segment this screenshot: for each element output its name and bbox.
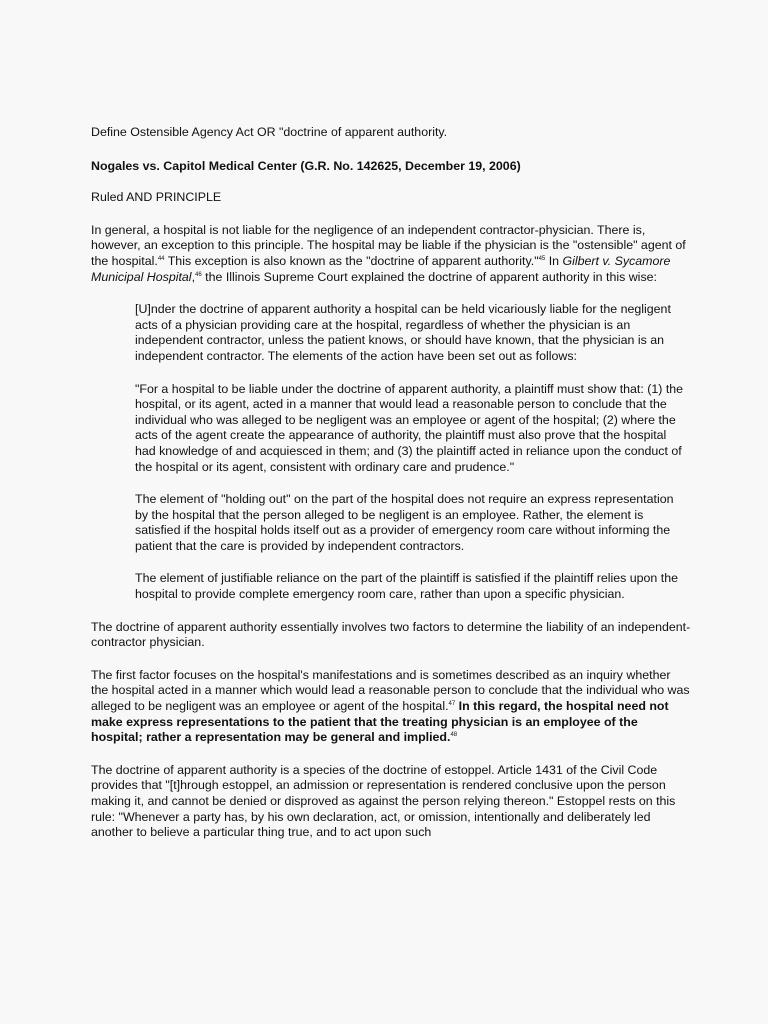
paragraph-text: The first factor focuses on the hospital's manifestations and is sometimes described as an inquiry whether the hospital acted in a manner which would lead a reasonable person to conclude that the individual who was alleged to be negligent was an employee or agent of the hospital. — [91, 667, 690, 714]
block-quote-holding-out: The element of "holding out" on the part of the hospital does not require an express representation by the hospital that the person alleged to be negligent is an employee. Rather, the element is satisfied if the hospital holds itself out as a provider of emergency room care without informing the patient that the care is provided by independent contractors. — [135, 492, 674, 553]
case-citation: Gilbert v. Sycamore Municipal Hospital — [91, 253, 671, 284]
footnote-ref: 48 — [450, 732, 458, 739]
block-quote-reliance: The element of justifiable reliance on the part of the plaintiff is satisfied if the plaintiff relies upon the hospital to provide complete emergency room care, rather than upon a specific physician. — [135, 571, 678, 602]
ruled-label: Ruled AND PRINCIPLE — [91, 190, 222, 205]
paragraph-first-factor — [91, 668, 691, 746]
paragraph-estoppel: The doctrine of apparent authority is a species of the doctrine of estoppel. Article 1431 of the Civil Code provides that "[t]hrough estoppel, an admission or representation is rendered conclusive upon the person making it, and cannot be denied or disproved as against the person relying thereon." Estoppel rests on this rule: "Whenever a party has, by his own declaration, act, or omission, intentionally and deliberately led another to believe a particular thing true, and to act upon such — [91, 762, 676, 840]
block-quote-elements: "For a hospital to be liable under the doctrine of apparent authority, a plaintiff must show that: (1) the hospital, or its agent, acted in a manner that would lead a reasonable person to conclude that the individual who was alleged to be negligent was an employee or agent of the hospital; (2) where the acts of the agent create the appearance of authority, the plaintiff must also prove that the hospital had knowledge of and acquiesced in them; and (3) the plaintiff acted in reliance upon the conduct of the hospital or its agent, consistent with ordinary care and prudence." — [135, 381, 684, 474]
document-heading: Define Ostensible Agency Act OR "doctrine of apparent authority. — [91, 125, 448, 139]
paragraph-text: This exception is also known as the "doctrine of apparent authority." — [164, 253, 539, 268]
paragraph-text: In general, a hospital is not liable for the negligence of an independent contractor-physician. There is, however, an exception to this principle. The hospital may be liable if the physician is the "ostensible" agent of the hospital. — [91, 222, 686, 268]
paragraph-general-rule — [91, 223, 691, 285]
footnote-ref: 46 — [195, 271, 202, 278]
footnote-ref: 47 — [448, 701, 456, 708]
document-body — [91, 125, 691, 858]
paragraph-text: the Illinois Supreme Court explained the doctrine of apparent authority in this wise: — [201, 269, 657, 284]
emphasized-text: In this regard, the hospital need not make express representations to the patient that the treating physician is an employee of the hospital; rather a representation may be general and implied. — [91, 699, 669, 745]
footnote-ref: 45 — [538, 255, 546, 262]
footnote-ref: 44 — [157, 255, 165, 262]
paragraph-text: , — [191, 269, 196, 284]
paragraph-two-factors: The doctrine of apparent authority essentially involves two factors to determine the liability of an independent-contractor physician. — [91, 619, 691, 650]
case-title: Nogales vs. Capitol Medical Center (G.R. No. 142625, December 19, 2006) — [91, 158, 521, 173]
block-quote-doctrine: [U]nder the doctrine of apparent authority a hospital can be held vicariously liable for the negligent acts of a physician providing care at the hospital, regardless of whether the physician is an independent contractor, unless the patient knows, or should have known, that the physician is an independent contractor. The elements of the action have been set out as follows: — [135, 302, 671, 363]
paragraph-text: In — [545, 253, 563, 268]
